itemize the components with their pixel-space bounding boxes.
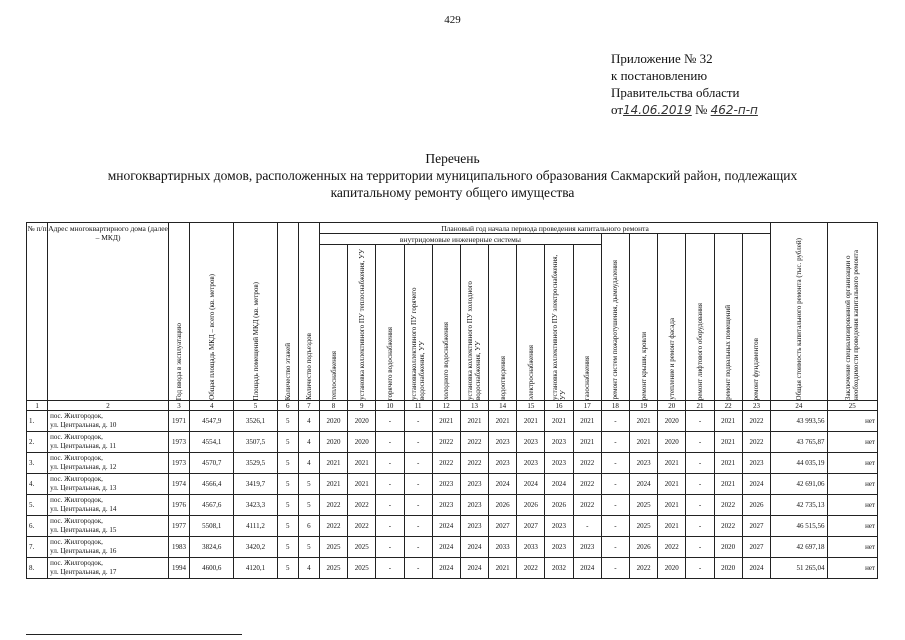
cell-value: 2021	[714, 411, 742, 432]
column-number: 19	[630, 401, 658, 411]
cell-value: 2020	[319, 432, 347, 453]
cell-value: 4566,4	[190, 474, 234, 495]
cell-value: 2022	[742, 432, 770, 453]
row-address: пос. Жилгородок, ул. Центральная, д. 12	[48, 453, 169, 474]
column-number: 14	[489, 401, 517, 411]
appendix-line-4	[611, 101, 758, 119]
header-other-4: ремонт лифтового оборудования	[686, 234, 714, 401]
cell-value: 2024	[573, 558, 601, 579]
column-number: 8	[319, 401, 347, 411]
cell-value: 4547,9	[190, 411, 234, 432]
header-sys-5: холодного водоснабжения	[432, 245, 460, 401]
cell-value: 2025	[348, 537, 376, 558]
cell-value: -	[376, 516, 404, 537]
cell-value: -	[376, 474, 404, 495]
header-other-1: ремонт систем пожаротушения, дымоудаления	[601, 234, 629, 401]
cell-value: -	[376, 495, 404, 516]
cell-value: 2022	[460, 453, 488, 474]
header-sys-10: газоснабжения	[573, 245, 601, 401]
header-sys-6: установка коллективного ПУ холодного водоснабжения, УУ	[460, 245, 488, 401]
cell-value: 3526,1	[234, 411, 277, 432]
cell-value: 2021	[348, 453, 376, 474]
cell-value: 2023	[545, 516, 573, 537]
cell-value: 2024	[460, 558, 488, 579]
cell-value: 2022	[573, 453, 601, 474]
cell-value: 2026	[489, 495, 517, 516]
cell-value: 2020	[658, 411, 686, 432]
row-cost: 42 735,13	[771, 495, 827, 516]
row-cost: 44 035,19	[771, 453, 827, 474]
title-line-2: многоквартирных домов, расположенных на территории муниципального образования Сакмарский район, подлежащих	[107, 168, 798, 183]
cell-value: 2023	[460, 474, 488, 495]
header-other-5: ремонт подвальных помещений	[714, 234, 742, 401]
appendix-number: 462-п-п	[710, 103, 758, 117]
cell-value: 4567,6	[190, 495, 234, 516]
column-number: 3	[168, 401, 189, 411]
cell-value: 3423,3	[234, 495, 277, 516]
header-sys-3: горячего водоснабжения	[376, 245, 404, 401]
appendix-line-3: Правительства области	[611, 85, 740, 100]
cell-value: -	[376, 453, 404, 474]
cell-value: 2021	[460, 411, 488, 432]
cell-value: 2025	[630, 516, 658, 537]
cell-value: 2024	[742, 558, 770, 579]
row-number: 2.	[27, 432, 48, 453]
header-sys-7: водоотведения	[489, 245, 517, 401]
cell-value: 2023	[545, 453, 573, 474]
cell-value: 2023	[517, 432, 545, 453]
cell-value: -	[686, 495, 714, 516]
table-row	[27, 474, 878, 495]
cell-value: 3529,5	[234, 453, 277, 474]
cell-value: 1977	[168, 516, 189, 537]
row-cost: 46 515,56	[771, 516, 827, 537]
cell-value: 5	[277, 453, 298, 474]
row-number: 5.	[27, 495, 48, 516]
header-floors: Количество этажей	[277, 223, 298, 401]
cell-value: 2021	[489, 558, 517, 579]
cell-value: 5	[277, 432, 298, 453]
column-number: 24	[771, 401, 827, 411]
cell-value: -	[601, 537, 629, 558]
cell-value: 3419,7	[234, 474, 277, 495]
cell-value: 6	[298, 516, 319, 537]
cell-value: 1983	[168, 537, 189, 558]
cell-value: 2025	[319, 558, 347, 579]
cell-value: -	[686, 474, 714, 495]
cell-value: -	[686, 537, 714, 558]
cell-value: 2020	[348, 411, 376, 432]
cell-value: 5	[277, 411, 298, 432]
cell-value: 2023	[545, 537, 573, 558]
cell-value: 2023	[573, 537, 601, 558]
column-number: 7	[298, 401, 319, 411]
appendix-prefix: от	[611, 102, 624, 117]
cell-value: 2021	[658, 453, 686, 474]
cell-value: -	[404, 453, 432, 474]
row-address: пос. Жилгородок, ул. Центральная, д. 17	[48, 558, 169, 579]
cell-value: 2024	[742, 474, 770, 495]
cell-value: -	[686, 453, 714, 474]
cell-value: 4	[298, 432, 319, 453]
cell-value: -	[601, 453, 629, 474]
column-number: 6	[277, 401, 298, 411]
header-other-3: утепление и ремонт фасада	[658, 234, 686, 401]
cell-value: 2023	[460, 516, 488, 537]
row-number: 6.	[27, 516, 48, 537]
cell-value: -	[686, 432, 714, 453]
row-number: 4.	[27, 474, 48, 495]
cell-value: 2021	[319, 453, 347, 474]
row-cost: 42 691,06	[771, 474, 827, 495]
header-sys-2: установка коллективного ПУ теплоснабжения, УУ	[348, 245, 376, 401]
row-number: 8.	[27, 558, 48, 579]
cell-value: 2026	[545, 495, 573, 516]
cell-value: 2023	[432, 474, 460, 495]
column-number: 1	[27, 401, 48, 411]
cell-value: -	[376, 432, 404, 453]
row-cost: 51 265,04	[771, 558, 827, 579]
header-plan: Плановый год начала периода проведения капитального ремонта	[319, 223, 770, 234]
cell-value: 2022	[460, 432, 488, 453]
cell-value: -	[601, 516, 629, 537]
cell-value: 2021	[714, 474, 742, 495]
cell-value: 2022	[319, 516, 347, 537]
page-number: 429	[444, 14, 461, 26]
cell-value: 2020	[658, 558, 686, 579]
row-number: 3.	[27, 453, 48, 474]
row-cost: 43 993,56	[771, 411, 827, 432]
cell-value: 2023	[545, 432, 573, 453]
cell-value: 2021	[573, 432, 601, 453]
cell-value: -	[601, 558, 629, 579]
cell-value: 5	[277, 474, 298, 495]
cell-value: -	[404, 537, 432, 558]
cell-value: -	[601, 495, 629, 516]
header-address: Адрес многоквартирного дома (далее – МКД)	[48, 223, 169, 401]
cell-value: 2033	[517, 537, 545, 558]
cell-value: 4570,7	[190, 453, 234, 474]
column-number: 17	[573, 401, 601, 411]
cell-value: 2021	[630, 432, 658, 453]
cell-value: 2021	[714, 432, 742, 453]
header-total-area: Общая площадь МКД – всего (кв. метров)	[190, 223, 234, 401]
row-number: 7.	[27, 537, 48, 558]
table-row	[27, 432, 878, 453]
column-number: 20	[658, 401, 686, 411]
title-line-3: капитальному ремонту общего имущества	[330, 185, 575, 200]
cell-value: -	[601, 411, 629, 432]
header-conclusion: Заключение специализированной организации о необходимости проведения капитального ремонта	[827, 223, 878, 401]
header-sys-1: теплоснабжения	[319, 245, 347, 401]
cell-value: -	[376, 537, 404, 558]
column-numbers-row	[27, 401, 878, 411]
table-row	[27, 516, 878, 537]
column-number: 21	[686, 401, 714, 411]
cell-value: 4120,1	[234, 558, 277, 579]
header-sys-9: установка коллективного ПУ электроснабжения, УУ	[545, 245, 573, 401]
cell-value: 2024	[545, 474, 573, 495]
cell-value: 2022	[658, 537, 686, 558]
cell-value: 2027	[742, 516, 770, 537]
cell-value: 2021	[658, 495, 686, 516]
cell-value: -	[376, 558, 404, 579]
cell-value: 5	[277, 516, 298, 537]
row-conclusion: нет	[827, 558, 878, 579]
cell-value: 2025	[630, 495, 658, 516]
cell-value: -	[573, 516, 601, 537]
cell-value: 2021	[714, 453, 742, 474]
header-year: Год ввода в эксплуатацию	[168, 223, 189, 401]
cell-value: 1976	[168, 495, 189, 516]
table-row	[27, 537, 878, 558]
cell-value: 2022	[573, 495, 601, 516]
cell-value: 2022	[630, 558, 658, 579]
cell-value: 2020	[658, 432, 686, 453]
cell-value: 2020	[714, 537, 742, 558]
cell-value: 2021	[348, 474, 376, 495]
column-number: 25	[827, 401, 878, 411]
cell-value: 2022	[714, 495, 742, 516]
cell-value: 4111,2	[234, 516, 277, 537]
cell-value: 2021	[432, 411, 460, 432]
cell-value: 4554,1	[190, 432, 234, 453]
cell-value: 2027	[742, 537, 770, 558]
cell-value: -	[686, 516, 714, 537]
column-number: 10	[376, 401, 404, 411]
header-num: № п/п	[27, 223, 48, 401]
cell-value: 2027	[517, 516, 545, 537]
cell-value: -	[404, 432, 432, 453]
row-address: пос. Жилгородок, ул. Центральная, д. 14	[48, 495, 169, 516]
row-address: пос. Жилгородок, ул. Центральная, д. 10	[48, 411, 169, 432]
cell-value: 5	[298, 537, 319, 558]
cell-value: 2020	[714, 558, 742, 579]
cell-value: 2023	[432, 495, 460, 516]
cell-value: 2023	[742, 453, 770, 474]
column-number: 4	[190, 401, 234, 411]
cell-value: 2026	[630, 537, 658, 558]
row-address: пос. Жилгородок, ул. Центральная, д. 13	[48, 474, 169, 495]
cell-value: 5	[298, 474, 319, 495]
header-sys-8: электроснабжения	[517, 245, 545, 401]
cell-value: -	[404, 558, 432, 579]
column-number: 11	[404, 401, 432, 411]
cell-value: 2032	[545, 558, 573, 579]
cell-value: 5	[277, 537, 298, 558]
column-number: 16	[545, 401, 573, 411]
cell-value: 2025	[319, 537, 347, 558]
header-entrances: Количество подъездов	[298, 223, 319, 401]
document-title	[30, 150, 875, 201]
cell-value: -	[404, 411, 432, 432]
cell-value: 2024	[432, 558, 460, 579]
footnote-divider	[26, 634, 242, 635]
cell-value: 2024	[460, 537, 488, 558]
column-number: 13	[460, 401, 488, 411]
cell-value: 2022	[714, 516, 742, 537]
header-room-area: Площадь помещений МКД (кв. метров)	[234, 223, 277, 401]
cell-value: 2027	[489, 516, 517, 537]
cell-value: 2023	[489, 453, 517, 474]
table-row	[27, 411, 878, 432]
cell-value: 2023	[460, 495, 488, 516]
row-number: 1.	[27, 411, 48, 432]
column-number: 22	[714, 401, 742, 411]
column-number: 5	[234, 401, 277, 411]
cell-value: 2022	[432, 453, 460, 474]
column-number: 23	[742, 401, 770, 411]
cell-value: 3824,6	[190, 537, 234, 558]
cell-value: 2024	[432, 537, 460, 558]
column-number: 12	[432, 401, 460, 411]
cell-value: 5508,1	[190, 516, 234, 537]
cell-value: 4	[298, 558, 319, 579]
column-number: 9	[348, 401, 376, 411]
header-sys-4: установкаколлективного ПУ горячего водоснабжения, УУ	[404, 245, 432, 401]
cell-value: 2024	[489, 474, 517, 495]
cell-value: -	[686, 411, 714, 432]
cell-value: 2021	[545, 411, 573, 432]
header-systems: внутридомовые инженерные системы	[319, 234, 601, 245]
cell-value: 2022	[517, 558, 545, 579]
cell-value: 2023	[517, 453, 545, 474]
cell-value: 2023	[489, 432, 517, 453]
cell-value: 1994	[168, 558, 189, 579]
cell-value: 2026	[742, 495, 770, 516]
title-line-1: Перечень	[425, 151, 480, 166]
cell-value: 2024	[432, 516, 460, 537]
cell-value: 1971	[168, 411, 189, 432]
column-number: 15	[517, 401, 545, 411]
cell-value: 3507,5	[234, 432, 277, 453]
row-cost: 43 765,87	[771, 432, 827, 453]
cell-value: 2026	[517, 495, 545, 516]
appendix-block	[611, 50, 758, 119]
column-number: 2	[48, 401, 169, 411]
header-other-6: ремонт фундаментов	[742, 234, 770, 401]
cell-value: 2021	[630, 411, 658, 432]
cell-value: 2024	[630, 474, 658, 495]
row-conclusion: нет	[827, 432, 878, 453]
houses-table	[26, 222, 878, 579]
cell-value: 4	[298, 453, 319, 474]
cell-value: 5	[277, 558, 298, 579]
appendix-number-label: №	[694, 102, 708, 117]
appendix-line-1: Приложение № 32	[611, 51, 713, 66]
header-cost: Общая стоимость капитального ремонта (тыс. рублей)	[771, 223, 827, 401]
cell-value: 2020	[348, 432, 376, 453]
row-conclusion: нет	[827, 411, 878, 432]
cell-value: 1973	[168, 432, 189, 453]
cell-value: 2021	[658, 474, 686, 495]
cell-value: -	[601, 474, 629, 495]
row-conclusion: нет	[827, 537, 878, 558]
cell-value: -	[404, 516, 432, 537]
cell-value: 2022	[348, 495, 376, 516]
cell-value: 2022	[319, 495, 347, 516]
cell-value: 5	[298, 495, 319, 516]
row-cost: 42 697,18	[771, 537, 827, 558]
cell-value: 2020	[319, 411, 347, 432]
table-row	[27, 453, 878, 474]
appendix-line-2: к постановлению	[611, 68, 708, 83]
cell-value: 2022	[348, 516, 376, 537]
cell-value: 1973	[168, 453, 189, 474]
cell-value: -	[601, 432, 629, 453]
row-conclusion: нет	[827, 474, 878, 495]
row-conclusion: нет	[827, 516, 878, 537]
cell-value: 1974	[168, 474, 189, 495]
cell-value: 2021	[573, 411, 601, 432]
appendix-date: 14.06.2019	[623, 103, 692, 117]
cell-value: 2021	[658, 516, 686, 537]
cell-value: 2024	[517, 474, 545, 495]
header-other-2: ремонт крыши, кровли	[630, 234, 658, 401]
row-address: пос. Жилгородок, ул. Центральная, д. 11	[48, 432, 169, 453]
row-conclusion: нет	[827, 453, 878, 474]
cell-value: 2022	[573, 474, 601, 495]
cell-value: -	[376, 411, 404, 432]
cell-value: -	[404, 474, 432, 495]
column-number: 18	[601, 401, 629, 411]
table-row	[27, 558, 878, 579]
cell-value: 4	[298, 411, 319, 432]
cell-value: 2025	[348, 558, 376, 579]
table-row	[27, 495, 878, 516]
cell-value: 2033	[489, 537, 517, 558]
cell-value: 2021	[319, 474, 347, 495]
cell-value: 3420,2	[234, 537, 277, 558]
cell-value: 2021	[517, 411, 545, 432]
cell-value: -	[404, 495, 432, 516]
row-address: пос. Жилгородок, ул. Центральная, д. 15	[48, 516, 169, 537]
cell-value: 5	[277, 495, 298, 516]
cell-value: 2023	[630, 453, 658, 474]
row-address: пос. Жилгородок, ул. Центральная, д. 16	[48, 537, 169, 558]
cell-value: 2022	[432, 432, 460, 453]
cell-value: 2021	[489, 411, 517, 432]
cell-value: -	[686, 558, 714, 579]
row-conclusion: нет	[827, 495, 878, 516]
cell-value: 2022	[742, 411, 770, 432]
cell-value: 4600,6	[190, 558, 234, 579]
